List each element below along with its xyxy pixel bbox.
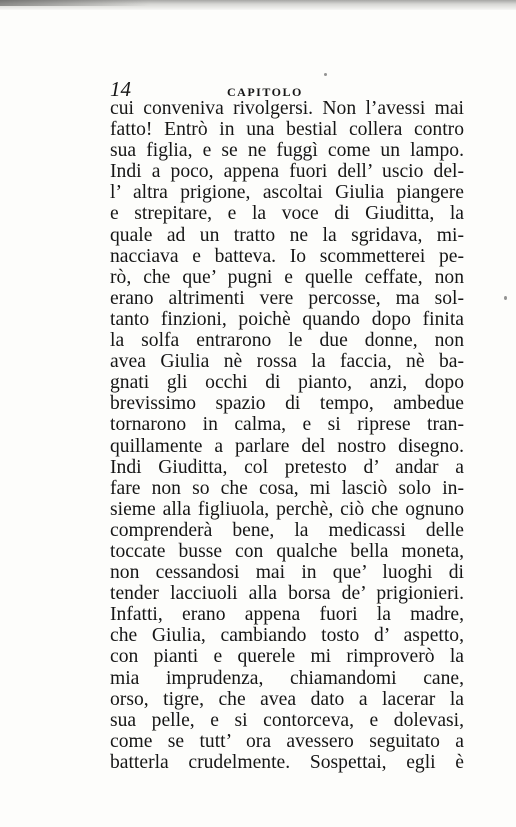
text-line: tender lacciuoli alla borsa de’ prigionieri. bbox=[110, 583, 464, 605]
text-line: Infatti, erano appena fuori la madre, bbox=[110, 604, 464, 626]
text-line: non cessandosi mai in que’ luoghi di bbox=[110, 562, 464, 584]
text-line: sua figlia, e se ne fuggì come un lampo. bbox=[110, 140, 464, 162]
text-line: la solfa entrarono le due donne, non bbox=[110, 330, 464, 352]
text-line: erano altrimenti vere percosse, ma sol- bbox=[110, 287, 464, 309]
text-line: nacciava e batteva. Io scommetterei pe- bbox=[110, 245, 464, 267]
text-line: tanto finzioni, poichè quando dopo finita bbox=[110, 308, 464, 330]
text-line: comprenderà bene, la medicassi delle bbox=[110, 519, 464, 541]
text-line: sua pelle, e si contorceva, e dolevasi, bbox=[110, 709, 464, 731]
text-line: brevissimo spazio di tempo, ambedue bbox=[110, 393, 464, 415]
text-line: fatto! Entrò in una bestial collera contro bbox=[110, 119, 464, 141]
text-line: cui conveniva rivolgersi. Non l’avessi mai bbox=[110, 98, 464, 119]
running-head: CAPITOLO bbox=[227, 85, 303, 99]
text-line: l’ altra prigione, ascoltai Giulia piangere bbox=[110, 182, 464, 204]
text-line: Indi Giuditta, col pretesto d’ andar a bbox=[110, 456, 464, 478]
text-line: rò, che que’ pugni e quelle ceffate, non bbox=[110, 266, 464, 288]
text-line: quillamente a parlare del nostro disegno. bbox=[110, 435, 464, 457]
text-line: toccate busse con qualche bella moneta, bbox=[110, 540, 464, 562]
margin-speck bbox=[324, 73, 327, 76]
text-line: mia imprudenza, chiamandomi cane, bbox=[110, 667, 464, 689]
text-line: che Giulia, cambiando tosto d’ aspetto, bbox=[110, 625, 464, 647]
text-line: Indi a poco, appena fuori dell’ uscio del- bbox=[110, 161, 464, 183]
text-line: fare non so che cosa, mi lasciò solo in- bbox=[110, 477, 464, 499]
text-line: orso, tigre, che avea dato a lacerar la bbox=[110, 688, 464, 710]
text-line: sieme alla figliuola, perchè, ciò che ognuno bbox=[110, 498, 464, 520]
page-corner-shadow bbox=[0, 0, 150, 6]
text-line: gnati gli occhi di pianto, anzi, dopo bbox=[110, 372, 464, 394]
body-text bbox=[110, 98, 464, 773]
page-number: 14 bbox=[110, 77, 131, 101]
text-line: e strepitare, e la voce di Giuditta, la bbox=[110, 203, 464, 225]
page-header bbox=[110, 78, 464, 100]
text-line: avea Giulia nè rossa la faccia, nè ba- bbox=[110, 351, 464, 373]
text-line: batterla crudelmente. Sospettai, egli è bbox=[110, 751, 464, 773]
text-line: quale ad un tratto ne la sgridava, mi- bbox=[110, 224, 464, 246]
text-line: con pianti e querele mi rimproverò la bbox=[110, 646, 464, 668]
text-line: tornarono in calma, e si riprese tran- bbox=[110, 414, 464, 436]
text-line: come se tutt’ ora avessero seguitato a bbox=[110, 730, 464, 752]
margin-speck bbox=[504, 296, 507, 300]
